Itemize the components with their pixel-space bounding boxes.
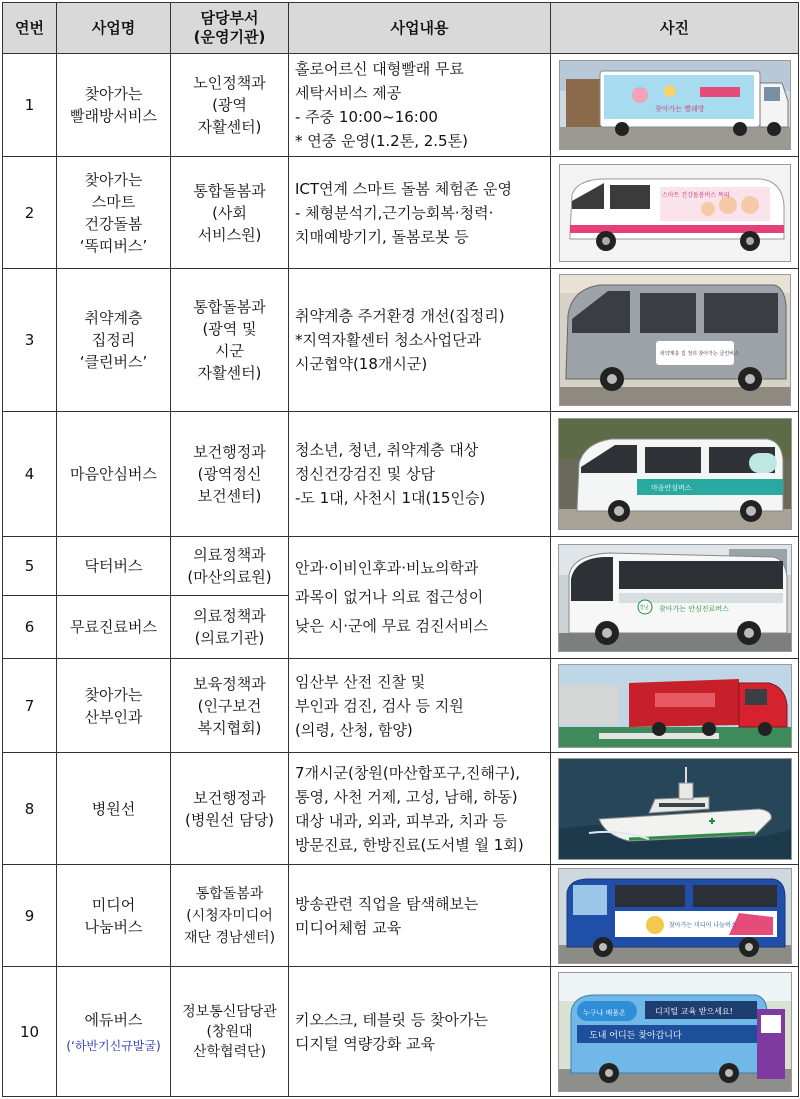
row-dept: 보건행정과 (광역정신 보건센터) — [171, 412, 289, 537]
row-dept: 의료정책과 (마산의료원) — [171, 537, 289, 596]
row-dept: 통합돌봄과 (시청자미디어 재단 경남센터) — [171, 865, 289, 967]
project-table — [2, 2, 799, 1097]
row-desc: 청소년, 청년, 취약계층 대상 정신건강검진 및 상담 -도 1대, 사천시 1대(15인승) — [289, 412, 551, 537]
row-desc-shared: 안과·이비인후과·비뇨의학과 과목이 없거나 의료 접근성이 낮은 시·군에 무료 검진서비스 — [289, 537, 551, 659]
table-row — [3, 157, 799, 269]
row-desc: 방송관련 직업을 탐색해보는 미디어체험 교육 — [289, 865, 551, 967]
header-desc: 사업내용 — [289, 3, 551, 54]
row-photo — [551, 659, 799, 753]
new-note: (‘하반기신규발굴) — [66, 1038, 161, 1053]
row-name: 찾아가는 산부인과 — [57, 659, 171, 753]
row-photo — [551, 967, 799, 1097]
row-name: 찾아가는 스마트 건강돌봄 ‘똑띠버스’ — [57, 157, 171, 269]
row-no: 7 — [3, 659, 57, 753]
mind-bus-photo — [558, 418, 792, 530]
row-no: 9 — [3, 865, 57, 967]
row-name: 취약계층 집정리 ‘클린버스’ — [57, 269, 171, 412]
edu-bus-photo — [558, 972, 792, 1092]
row-photo — [551, 54, 799, 157]
media-bus-photo — [558, 868, 792, 964]
laundry-truck-photo — [559, 60, 791, 150]
row-photo — [551, 865, 799, 967]
table-row — [3, 537, 799, 596]
row-dept: 보육정책과 (인구보건 복지협회) — [171, 659, 289, 753]
row-name: 병원선 — [57, 753, 171, 865]
row-no: 2 — [3, 157, 57, 269]
table-row — [3, 54, 799, 157]
table-row — [3, 753, 799, 865]
header-photo: 사진 — [551, 3, 799, 54]
smart-care-bus-photo — [559, 164, 791, 262]
edu-bus-banner: 디지털 교육 받으세요! — [654, 1006, 733, 1016]
row-photo — [551, 269, 799, 412]
header-name: 사업명 — [57, 3, 171, 54]
row-photo — [551, 537, 799, 659]
clean-bus-photo — [559, 274, 791, 406]
hospital-ship-photo — [558, 758, 792, 860]
row-no: 6 — [3, 596, 57, 659]
row-dept: 통합돌봄과 (광역 및 시군 자활센터) — [171, 269, 289, 412]
table-row — [3, 865, 799, 967]
table-row — [3, 659, 799, 753]
row-desc: 임산부 산전 진찰 및 부인과 검진, 검사 등 지원 (의령, 산청, 함양) — [289, 659, 551, 753]
media-bus-label: 찾아가는 미디어 나눔버스 — [668, 921, 737, 929]
row-dept: 노인정책과 (광역 자활센터) — [171, 54, 289, 157]
row-no: 1 — [3, 54, 57, 157]
row-name: 에듀버스 (‘하반기신규발굴) — [57, 967, 171, 1097]
smart-care-bus-label: 스마트 건강돌봄버스 똑띠 — [661, 191, 730, 199]
table-row — [3, 269, 799, 412]
row-dept: 의료정책과 (의료기관) — [171, 596, 289, 659]
table-row — [3, 967, 799, 1097]
row-name: 닥터버스 — [57, 537, 171, 596]
row-no: 4 — [3, 412, 57, 537]
row-no: 3 — [3, 269, 57, 412]
laundry-truck-label: 찾아가는 빨래방 — [654, 105, 705, 113]
row-dept: 통합돌봄과 (사회 서비스원) — [171, 157, 289, 269]
row-desc: 7개시군(창원(마산합포구,진해구), 통영, 사천 거제, 고성, 남해, 하동) 대상 내과, 외과, 피부과, 치과 등 방문진료, 한방진료(도서별 월 1회) — [289, 753, 551, 865]
header-dept: 담당부서 (운영기관) — [171, 3, 289, 54]
row-dept: 정보통신담당관 (창원대 산학협력단) — [171, 967, 289, 1097]
doctor-bus-logo: 경남 — [638, 604, 649, 611]
table-row — [3, 412, 799, 537]
row-dept: 보건행정과 (병원선 담당) — [171, 753, 289, 865]
row-photo — [551, 412, 799, 537]
header-no: 연번 — [3, 3, 57, 54]
row-name: 무료진료버스 — [57, 596, 171, 659]
row-desc: 취약계층 주거환경 개선(집정리) *지역자활센터 청소사업단과 시군협약(18개시군) — [289, 269, 551, 412]
row-no: 10 — [3, 967, 57, 1097]
edu-bus-banner-2: 도내 어디든 찾아갑니다 — [588, 1030, 682, 1041]
clean-bus-label: 취약계층 집 정리 찾아가는 클린버스 — [659, 351, 739, 357]
mind-bus-label: 마음안심버스 — [650, 484, 692, 492]
row-photo — [551, 753, 799, 865]
maternity-truck-photo — [558, 664, 792, 748]
row-desc: 키오스크, 테블릿 등 찾아가는 디지털 역량강화 교육 — [289, 967, 551, 1097]
row-photo — [551, 157, 799, 269]
row-desc: 홀로어르신 대형빨래 무료 세탁서비스 제공 - 주중 10:00~16:00 * 연중 운영(1.2톤, 2.5톤) — [289, 54, 551, 157]
edu-bus-title: 누구나 배움온 — [582, 1008, 626, 1017]
row-name: 마음안심버스 — [57, 412, 171, 537]
doctor-bus-photo — [558, 544, 792, 652]
row-name: 찾아가는 빨래방서비스 — [57, 54, 171, 157]
doctor-bus-label: 찾아가는 안심진료버스 — [658, 604, 729, 613]
row-no: 8 — [3, 753, 57, 865]
row-no: 5 — [3, 537, 57, 596]
row-desc: ICT연계 스마트 돌봄 체험존 운영 - 체형분석기,근기능회복·청력· 치매예방기기, 돌봄로봇 등 — [289, 157, 551, 269]
header-row — [3, 3, 799, 54]
row-name: 미디어 나눔버스 — [57, 865, 171, 967]
